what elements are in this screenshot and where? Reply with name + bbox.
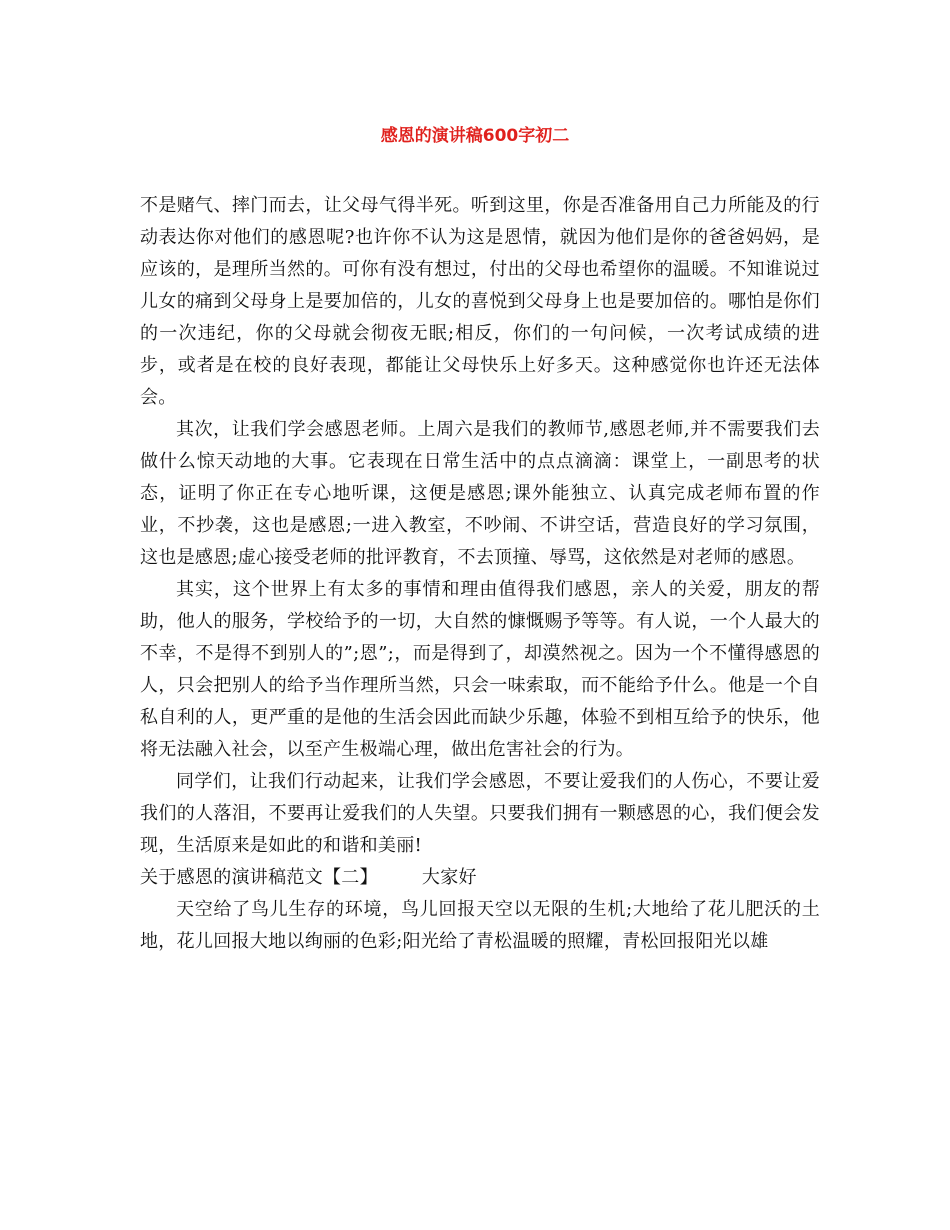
paragraph-4: 同学们，让我们行动起来，让我们学会感恩，不要让爱我们的人伤心，不要让爱我们的人落泪，不要再让爱我们的人失望。只要我们拥有一颗感恩的心，我们便会发现，生活原来是如此的和谐和美丽! (140, 771, 820, 856)
paragraph-3: 其实，这个世界上有太多的事情和理由值得我们感恩，亲人的关爱，朋友的帮助，他人的服务，学校给予的一切，大自然的慷慨赐予等等。有人说，一个人最大的不幸，不是得不到别人的”;恩”;，而是得到了，却漠然视之。因为一个不懂得感恩的人，只会把别人的给予当作理所当然，只会一味索取，而不能给予什么。他是一个自私自利的人，更严重的是他的生活会因此而缺少乐趣，体验不到相互给予的快乐，他将无法融入社会，以至产生极端心理，做出危害社会的行为。 (140, 579, 820, 760)
paragraph-5: 天空给了鸟儿生存的环境，鸟儿回报天空以无限的生机;大地给了花儿肥沃的土地，花儿回报大地以绚丽的色彩;阳光给了青松温暖的照耀，青松回报阳光以雄 (140, 899, 820, 952)
document-title: 感恩的演讲稿600字初二 (380, 126, 570, 146)
section-heading-line (140, 862, 820, 894)
paragraph-2: 其次，让我们学会感恩老师。上周六是我们的教师节,感恩老师,并不需要我们去做什么惊天动地的大事。它表现在日常生活中的点点滴滴：课堂上，一副思考的状态，证明了你正在专心地听课，这便是感恩;课外能独立、认真完成老师布置的作业，不抄袭，这也是感恩;一进入教室，不吵闹、不讲空话，营造良好的学习氛围，这也是感恩;虚心接受老师的批评教育，不去顶撞、辱骂，这依然是对老师的感恩。 (140, 419, 820, 568)
document-body (140, 190, 820, 958)
greeting: 大家好 (421, 867, 477, 888)
paragraph-1: 不是赌气、摔门而去，让父母气得半死。听到这里，你是否准备用自己力所能及的行动表达你对他们的感恩呢?也许你不认为这是恩情，就因为他们是你的爸爸妈妈，是应该的，是理所当然的。可你有没有想过，付出的父母也希望你的温暖。不知谁说过儿女的痛到父母身上是要加倍的，儿女的喜悦到父母身上也是要加倍的。哪怕是你们的一次违纪，你的父母就会彻夜无眠;相反，你们的一句问候，一次考试成绩的进步，或者是在校的良好表现，都能让父母快乐上好多天。这种感觉你也许还无法体会。 (140, 195, 820, 408)
section-heading: 关于感恩的演讲稿范文【二】 (140, 867, 378, 888)
